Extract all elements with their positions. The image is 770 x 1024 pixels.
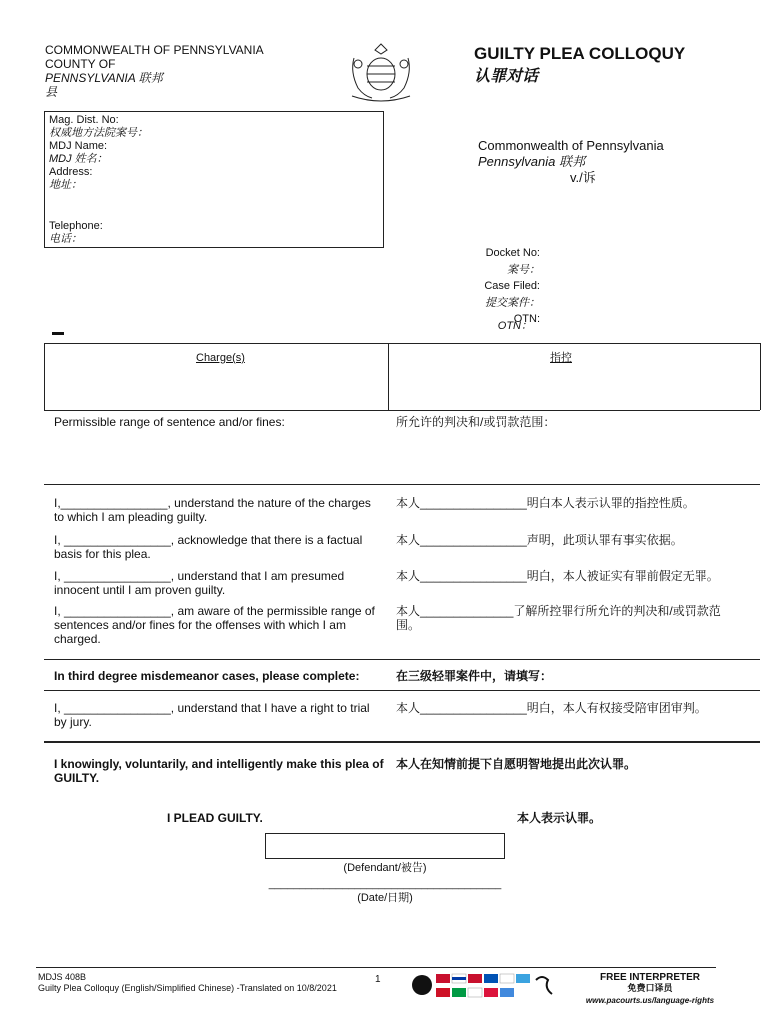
factual-basis-statement-zh: 本人________________声明，此项认罪有事实依据。 xyxy=(396,533,683,547)
charges-header: Charge(s) xyxy=(196,352,245,364)
presumed-innocent-statement-zh: 本人________________明白，本人被证实有罪前假定无罪。 xyxy=(396,569,719,583)
plead-guilty-text-zh: 本人表示认罪。 xyxy=(517,811,602,825)
jury-statement: I, ________________, understand that I have a right to trial by jury. xyxy=(54,701,370,729)
county-label: COUNTY OF xyxy=(45,57,116,71)
docket-label-zh: 案号： xyxy=(507,263,540,276)
presumed-innocent-statement: I, ________________, understand that I am presumed innocent until I am proven guilty. xyxy=(54,569,345,597)
form-title-zh: 认罪对话 xyxy=(474,68,539,85)
plead-guilty-text: I PLEAD GUILTY. xyxy=(167,811,263,825)
court-info-box xyxy=(44,111,384,248)
case-caption xyxy=(478,138,708,186)
interpreter-title: FREE INTERPRETER xyxy=(599,972,700,983)
defendant-label: (Defendant/被告) xyxy=(343,862,427,874)
commonwealth-label: COMMONWEALTH OF PENNSYLVANIA xyxy=(45,43,264,57)
language-flags-icon xyxy=(410,970,560,1004)
docket-label: Docket No: xyxy=(485,247,540,259)
sentence-range-statement-zh: 本人______________了解所控罪行所允许的判决和/或罚款范围。 xyxy=(396,604,721,632)
language-rights-link[interactable]: www.pacourts.us/language-rights xyxy=(585,996,715,1005)
range-label-zh: 所允许的判决和/或罚款范围： xyxy=(396,415,556,429)
jury-statement-zh: 本人________________明白，本人有权接受陪审团审判。 xyxy=(396,701,707,715)
telephone-label: Telephone: xyxy=(49,220,103,232)
mdj-name-label-zh: MDJ 姓名： xyxy=(49,153,108,165)
case-filed-label: Case Filed: xyxy=(484,280,540,292)
knowingly-statement: I knowingly, voluntarily, and intelligently make this plea of GUILTY. xyxy=(54,757,384,785)
date-line[interactable]: ______________________________________ xyxy=(268,878,502,890)
caption-line2: Pennsylvania 联邦 xyxy=(478,154,585,169)
form-description: Guilty Plea Colloquy (English/Simplified Chinese) -Translated on 10/8/2021 xyxy=(38,983,337,993)
pennsylvania-seal-icon xyxy=(346,40,416,102)
table-mid-border xyxy=(388,343,389,410)
table-right-border xyxy=(760,343,761,410)
nature-statement: I,________________, understand the nature of the charges to which I am pleading guilty. xyxy=(54,496,371,524)
page-number: 1 xyxy=(375,974,381,985)
rows-top-border xyxy=(44,484,760,485)
factual-basis-statement: I, ________________, acknowledge that there is a factual basis for this plea. xyxy=(54,533,363,561)
charges-header-zh: 指控 xyxy=(550,352,572,364)
header-left xyxy=(45,43,285,99)
mag-dist-label: Mag. Dist. No: xyxy=(49,114,119,126)
misdemeanor-heading-zh: 在三级轻罪案件中，请填写： xyxy=(396,669,553,683)
docket-block xyxy=(440,245,540,328)
misdemeanor-heading: In third degree misdemeanor cases, please complete: xyxy=(54,669,360,683)
form-number: MDJS 408B xyxy=(38,972,87,982)
separator-mark xyxy=(52,332,64,335)
address-label: Address: xyxy=(49,166,93,178)
footer-border xyxy=(36,967,716,968)
date-label: (Date/日期) xyxy=(357,892,413,904)
misdemeanor-top-border xyxy=(44,659,760,660)
case-filed-label-zh: 提交案件： xyxy=(485,296,540,309)
sentence-range-statement: I, ________________, am aware of the permissible range of sentences and/or fines for the offenses with which I am charged. xyxy=(54,604,375,646)
caption-line1: Commonwealth of Pennsylvania xyxy=(478,138,664,153)
nature-statement-zh: 本人________________明白本人表示认罪的指控性质。 xyxy=(396,496,695,510)
range-label: Permissible range of sentence and/or fines: xyxy=(54,415,285,429)
address-label-zh: 地址： xyxy=(49,179,82,191)
table-top-border xyxy=(44,343,760,344)
county-label-zh: 县 xyxy=(45,85,58,99)
telephone-label-zh: 电话： xyxy=(49,233,82,245)
knowingly-statement-zh: 本人在知情前提下自愿明智地提出此次认罪。 xyxy=(396,757,637,771)
range-top-border xyxy=(44,410,760,411)
defendant-signature-field[interactable] xyxy=(265,833,505,859)
jury-top-border xyxy=(44,690,760,691)
mag-dist-label-zh: 权威地方法院案号： xyxy=(49,127,148,139)
mdj-name-label: MDJ Name: xyxy=(49,140,108,152)
table-left-border xyxy=(44,343,45,410)
form-title: GUILTY PLEA COLLOQUY xyxy=(474,44,686,63)
commonwealth-label-zh: PENNSYLVANIA 联邦 xyxy=(45,71,163,85)
caption-versus: v./诉 xyxy=(570,170,596,185)
otn-label-zh: OTN： xyxy=(497,320,532,332)
otn-label: OTN: xyxy=(513,313,540,325)
table-bottom-border xyxy=(44,741,760,743)
footer-left xyxy=(38,972,358,994)
interpreter-title-zh: 免费口译员 xyxy=(627,983,673,993)
